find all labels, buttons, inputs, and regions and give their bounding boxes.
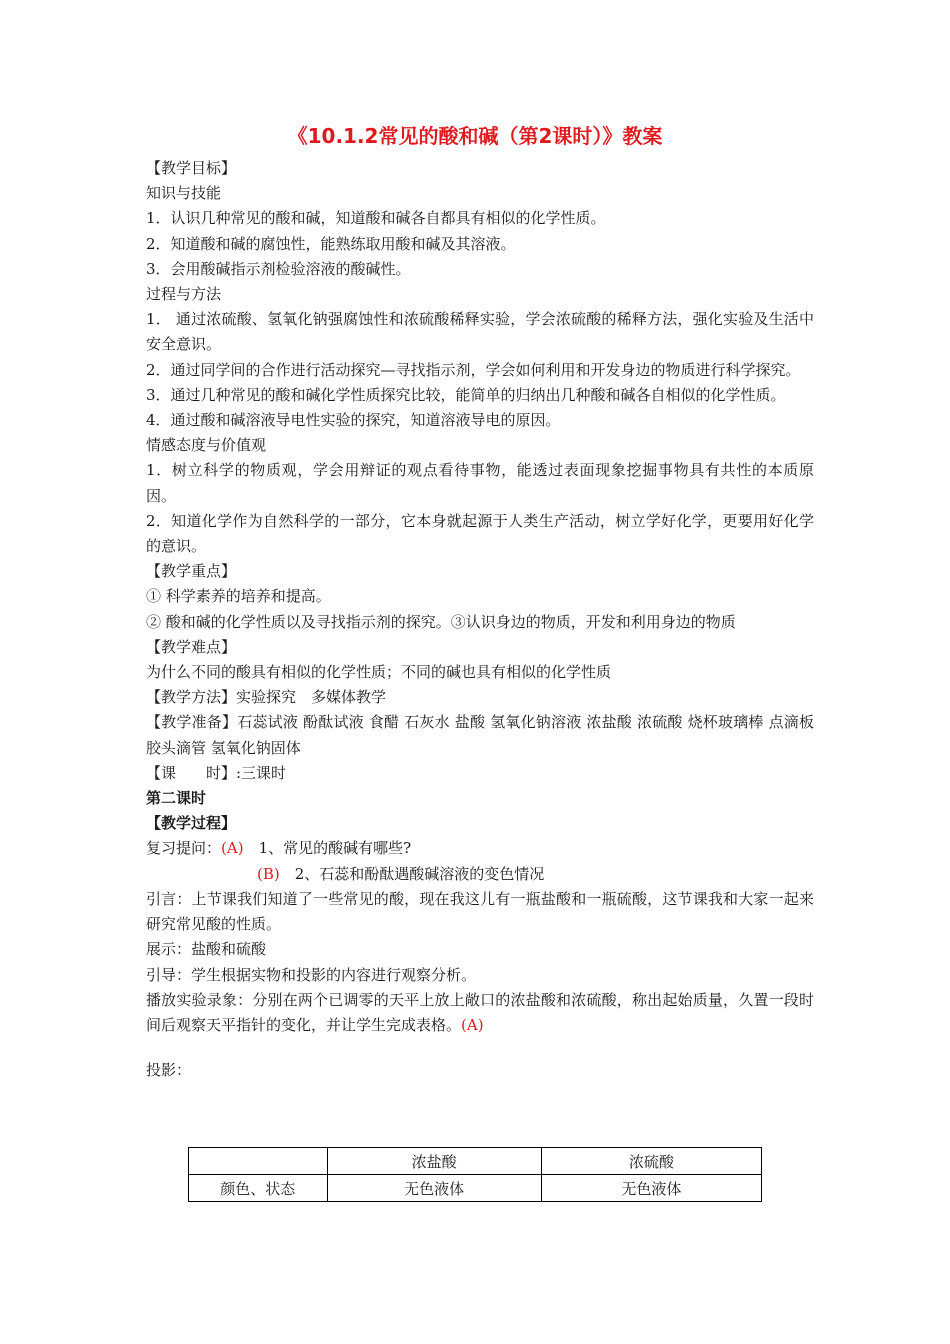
section-heading-process: 【教学过程】 [146,814,237,833]
process-item-1: 1． 通过浓硫酸、氢氧化钠强腐蚀性和浓硫酸稀释实验，学会浓硫酸的稀释方法，强化实验及生活中安全意识。 [146,310,814,354]
display: 展示：盐酸和硫酸 [146,940,267,959]
review-question-1-text: 1、常见的酸碱有哪些? [243,839,412,858]
teaching-preparation: 【教学准备】石蕊试液 酚酞试液 食醋 石灰水 盐酸 氢氧化钠溶液 浓盐酸 浓硫酸 烧杯玻璃棒 点滴板 胶头滴管 氢氧化钠固体 [146,713,814,757]
section-heading-goals: 【教学目标】 [146,159,237,177]
knowledge-item-3: 3．会用酸碱指示剂检验溶液的酸碱性。 [146,259,411,278]
table-header-cell [189,1148,328,1175]
table-cell: 颜色、状态 [189,1175,328,1202]
review-question-2-text: 2、石蕊和酚酞遇酸碱溶液的变色情况 [279,864,545,883]
review-question-2 [146,862,814,887]
emotion-item-2: 2．知道化学作为自然科学的一部分，它本身就起源于人类生产活动，树立学好化学，更要用好化学的意识。 [146,511,814,556]
introduction: 引言：上节课我们知道了一些常见的酸，现在我这儿有一瓶盐酸和一瓶硫酸，这节课我和大家一起来研究常见酸的性质。 [146,889,814,934]
mark-b: (B) [257,864,280,883]
key-item-2: ② 酸和碱的化学性质以及寻找指示剂的探究。③认识身边的物质，开发和利用身边的物质 [146,612,736,631]
review-label: 复习提问： [146,839,222,858]
subheading-knowledge: 知识与技能 [146,184,222,203]
key-item-1: ① 科学素养的培养和提高。 [146,587,331,606]
knowledge-item-2: 2．知道酸和碱的腐蚀性，能熟练取用酸和碱及其溶液。 [146,234,516,253]
process-item-2: 2．通过同学间的合作进行活动探究—寻找指示剂，学会如何利用和开发身边的物质进行科学探究。 [146,360,801,379]
review-question-1 [146,836,814,861]
mark-a: (A) [221,839,244,858]
lesson-heading: 第二课时 [146,789,207,808]
process-item-3: 3．通过几种常见的酸和碱化学性质探究比较，能简单的归纳出几种酸和碱各自相似的化学性质。 [146,385,786,404]
video-text: 播放实验录象：分别在两个已调零的天平上放上敞口的浓盐酸和浓硫酸，称出起始质量，久置一段时间后观察天平指针的变化，并让学生完成表格。 [146,990,814,1034]
document-body [146,156,814,1083]
subheading-emotion: 情感态度与价值观 [146,436,267,455]
table-header-cell: 浓硫酸 [541,1148,761,1175]
teaching-method: 【教学方法】实验探究 多媒体教学 [146,688,387,707]
table-row [189,1175,762,1202]
video-mark: (A) [461,1015,484,1034]
projection-table [188,1147,762,1202]
section-heading-difficulty: 【教学难点】 [146,637,237,656]
process-item-4: 4．通过酸和碱溶液导电性实验的探究，知道溶液导电的原因。 [146,411,561,430]
projection-label: 投影： [146,1061,192,1080]
document-title: 《10.1.2常见的酸和碱（第2课时）》教案 [287,124,663,148]
table-cell: 无色液体 [541,1175,761,1202]
table-cell: 无色液体 [327,1175,541,1202]
subheading-process: 过程与方法 [146,285,222,304]
table-header-row [189,1148,762,1175]
class-period: 【课 时】:三课时 [146,763,287,782]
table-header-cell: 浓盐酸 [327,1148,541,1175]
section-heading-key: 【教学重点】 [146,562,237,581]
video-instruction [146,988,814,1038]
difficulty-item: 为什么不同的酸具有相似的化学性质；不同的碱也具有相似的化学性质 [146,663,612,682]
guidance: 引导：学生根据实物和投影的内容进行观察分析。 [146,965,477,984]
emotion-item-1: 1．树立科学的物质观，学会用辩证的观点看待事物，能透过表面现象挖掘事物具有共性的本质原因。 [146,461,814,505]
knowledge-item-1: 1．认识几种常见的酸和碱，知道酸和碱各自都具有相似的化学性质。 [146,209,606,228]
spacer [146,1038,814,1058]
